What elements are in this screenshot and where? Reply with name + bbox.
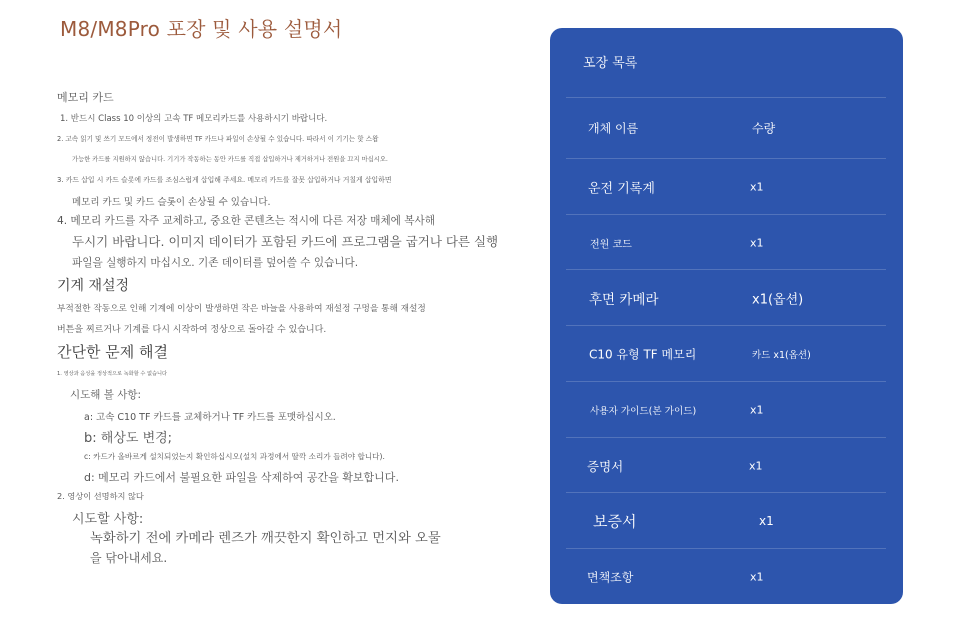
item-qty: x1 (750, 570, 764, 583)
item-name: C10 유형 TF 메모리 (589, 347, 697, 361)
item-name: 사용자 가이드(본 가이드) (590, 405, 697, 417)
reset-line-1: 부적절한 작동으로 인해 기계에 이상이 발생하면 작은 바늘을 사용하여 재설정 구멍을 통해 재설정 (57, 304, 426, 314)
try-item-2b: 을 닦아내세요. (90, 551, 168, 565)
packing-item-row (566, 325, 886, 381)
item-qty: x1 (750, 403, 764, 416)
try-item-d: d: 메모리 카드에서 불필요한 파일을 삭제하여 공간을 확보합니다. (84, 471, 399, 484)
column-header-name: 개체 이름 (588, 121, 639, 136)
packing-item-row (566, 548, 886, 604)
item-qty: x1 (750, 236, 764, 249)
item-name: 운전 기록계 (588, 181, 655, 196)
trouble-item-1: 1. 영상과 음성을 정상적으로 녹화할 수 없습니다 (57, 371, 168, 377)
item-name: 보증서 (593, 512, 637, 530)
memory-card-heading: 메모리 카드 (57, 91, 114, 104)
item-name: 전원 코드 (590, 239, 632, 250)
memory-item-4c: 파일을 실행하지 마십시오. 기존 데이터를 덮어쓸 수 있습니다. (72, 257, 359, 269)
try-item-c: c: 카드가 올바르게 설치되었는지 확인하십시오(설치 과정에서 딸깍 소리가 들려야 합니다). (84, 452, 385, 461)
packing-item-row (566, 158, 886, 214)
trouble-item-2: 2. 영상이 선명하지 않다 (57, 491, 144, 501)
packing-item-row (566, 492, 886, 548)
page-title: M8/M8Pro 포장 및 사용 설명서 (60, 17, 343, 41)
item-qty: x1 (750, 180, 764, 193)
packing-header-row (566, 97, 886, 158)
reset-line-2: 버튼을 찌르거나 기계를 다시 시작하여 정상으로 돌아갈 수 있습니다. (57, 325, 327, 335)
try-heading-2: 시도할 사항: (72, 512, 144, 527)
packing-item-row (566, 381, 886, 437)
packing-list-heading: 포장 목록 (583, 56, 638, 71)
item-name: 증명서 (587, 458, 624, 474)
memory-item-2b: 가능한 카드를 지원하지 않습니다. 기기가 작동하는 동안 카드를 직접 삽입하거나 제거하거나 전원을 끄지 마십시오. (72, 156, 388, 163)
item-name: 면책조항 (587, 570, 634, 584)
item-name: 후면 카메라 (589, 291, 659, 308)
item-qty: x1 (759, 513, 774, 528)
memory-item-4a: 4. 메모리 카드를 자주 교체하고, 중요한 콘텐츠는 적시에 다른 저장 매체에 복사해 (57, 215, 435, 227)
packing-item-row (566, 437, 886, 493)
troubleshoot-heading: 간단한 문제 해결 (57, 343, 168, 361)
try-item-a: a: 고속 C10 TF 카드를 교체하거나 TF 카드를 포맷하십시오. (84, 412, 336, 423)
memory-item-3b: 메모리 카드 및 카드 슬롯이 손상될 수 있습니다. (72, 197, 271, 208)
memory-item-3a: 3. 카드 삽입 시 카드 슬롯에 카드를 조심스럽게 삽입해 주세요. 메모리 카드를 잘못 삽입하거나 거칠게 삽입하면 (57, 176, 392, 184)
packing-item-row (566, 214, 886, 270)
item-qty: x1 (749, 459, 763, 472)
item-qty: 카드 x1(옵션) (752, 349, 811, 361)
memory-item-4b: 두시기 바랍니다. 이미지 데이터가 포함된 카드에 프로그램을 굽거나 다른 실행 (72, 234, 499, 249)
memory-item-2a: 2. 고속 읽기 및 쓰기 모드에서 정전이 발생하면 TF 카드나 파일이 손상될 수 있습니다. 따라서 이 기기는 핫 스왑 (57, 135, 379, 143)
packing-list-panel (550, 28, 903, 604)
try-heading-1: 시도해 볼 사항: (70, 389, 142, 401)
item-qty: x1(옵션) (752, 292, 804, 307)
memory-item-1: 1. 반드시 Class 10 이상의 고속 TF 메모리카드를 사용하시기 바랍니다. (60, 114, 328, 124)
packing-item-row (566, 269, 886, 325)
column-header-qty: 수량 (752, 121, 776, 136)
reset-heading: 기계 재설정 (57, 278, 130, 294)
try-item-2a: 녹화하기 전에 카메라 렌즈가 깨끗한지 확인하고 먼지와 오물 (90, 531, 441, 546)
try-item-b: b: 해상도 변경; (84, 431, 173, 446)
